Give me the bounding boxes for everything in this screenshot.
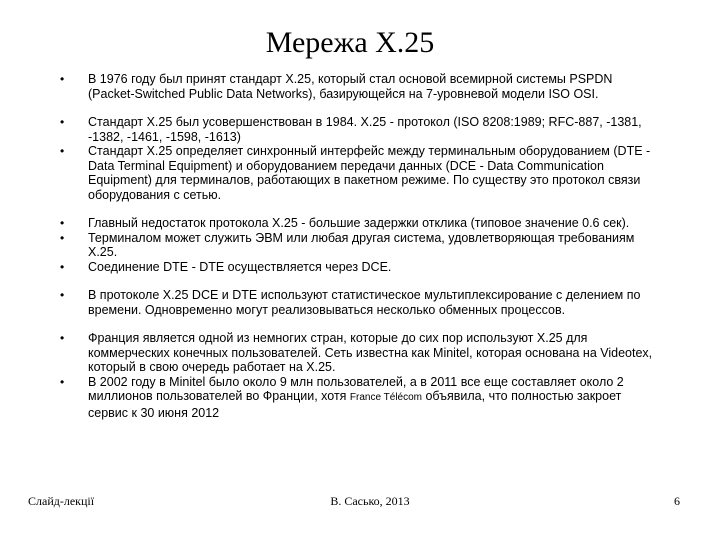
bullet-text: Стандарт X.25 определяет синхронный интерфейс между терминальным оборудованием (DTE - Data Terminal Equipment) и оборудованием передачи данных (DCE - Data Communication Equipment) для терминалов, работающих в пакетном режиме. По существу это протокол связи оборудования с сетью. <box>88 144 651 202</box>
bullet-text: Главный недостаток протокола X.25 - большие задержки отклика (типовое значение 0.6 сек). <box>88 216 630 230</box>
company-name: France Télécom <box>349 392 422 403</box>
bullet-text: Франция является одной из немногих стран, которые до сих пор используют X.25 для коммерческих конечных пользователей. Сеть известна как Minitel, которая основана на Videotex, который в свою очередь работает на X.25. <box>88 331 653 374</box>
bullet-marker: • <box>60 331 65 345</box>
bullet-item <box>60 115 660 144</box>
bullet-item <box>60 231 660 260</box>
slide-title: Мережа X.25 <box>265 26 435 59</box>
bullet-marker: • <box>60 374 65 389</box>
bullet-item <box>60 331 660 375</box>
bullet-text: Стандарт X.25 был усовершенствован в 1984. X.25 - протокол (ISO 8208:1989; RFC-887, -1381, -1382, -1461, -1598, -1613) <box>88 115 642 144</box>
bullet-text: В 1976 году был принят стандарт X.25, который стал основой всемирной системы PSPDN (Packet-Switched Public Data Networks), базирующейся на 7-уровневой модели ISO OSI. <box>88 72 613 101</box>
bullet-marker: • <box>60 230 65 245</box>
bullet-text: В протоколе X.25 DCE и DTE используют статистическое мультиплексирование с делением по времени. Одновременно могут реализовываться несколько обменных процессов. <box>88 288 641 317</box>
footer-left: Слайд-лекції <box>28 494 95 508</box>
footer-author: В. Сасько, 2013 <box>330 494 410 508</box>
bullet-item <box>60 144 660 202</box>
bullet-text: В 2002 году в Minitel было около 9 млн пользователей, а в 2011 все еще составляет около 2 миллионов пользователей во Франции, хотя <box>88 374 624 403</box>
bullet-text: Терминалом может служить ЭВМ или любая другая система, удовлетворяющая требованиям X.25. <box>88 230 635 259</box>
bullet-item <box>60 375 660 421</box>
bullet-marker: • <box>60 115 65 129</box>
bullet-item <box>60 216 660 231</box>
bullet-item <box>60 288 660 317</box>
bullet-list <box>60 72 660 420</box>
bullet-marker: • <box>60 144 65 158</box>
bullet-text-end: объявила, что полностью закроет сервис к 30 июня 2012 <box>88 389 622 420</box>
bullet-marker: • <box>60 72 65 86</box>
bullet-text: Соединение DTE - DTE осуществляется через DCE. <box>88 259 392 274</box>
bullet-marker: • <box>60 216 65 230</box>
bullet-item <box>60 260 660 275</box>
page-number: 6 <box>674 494 680 508</box>
bullet-marker: • <box>60 259 65 274</box>
bullet-item <box>60 72 660 101</box>
bullet-marker: • <box>60 288 65 302</box>
